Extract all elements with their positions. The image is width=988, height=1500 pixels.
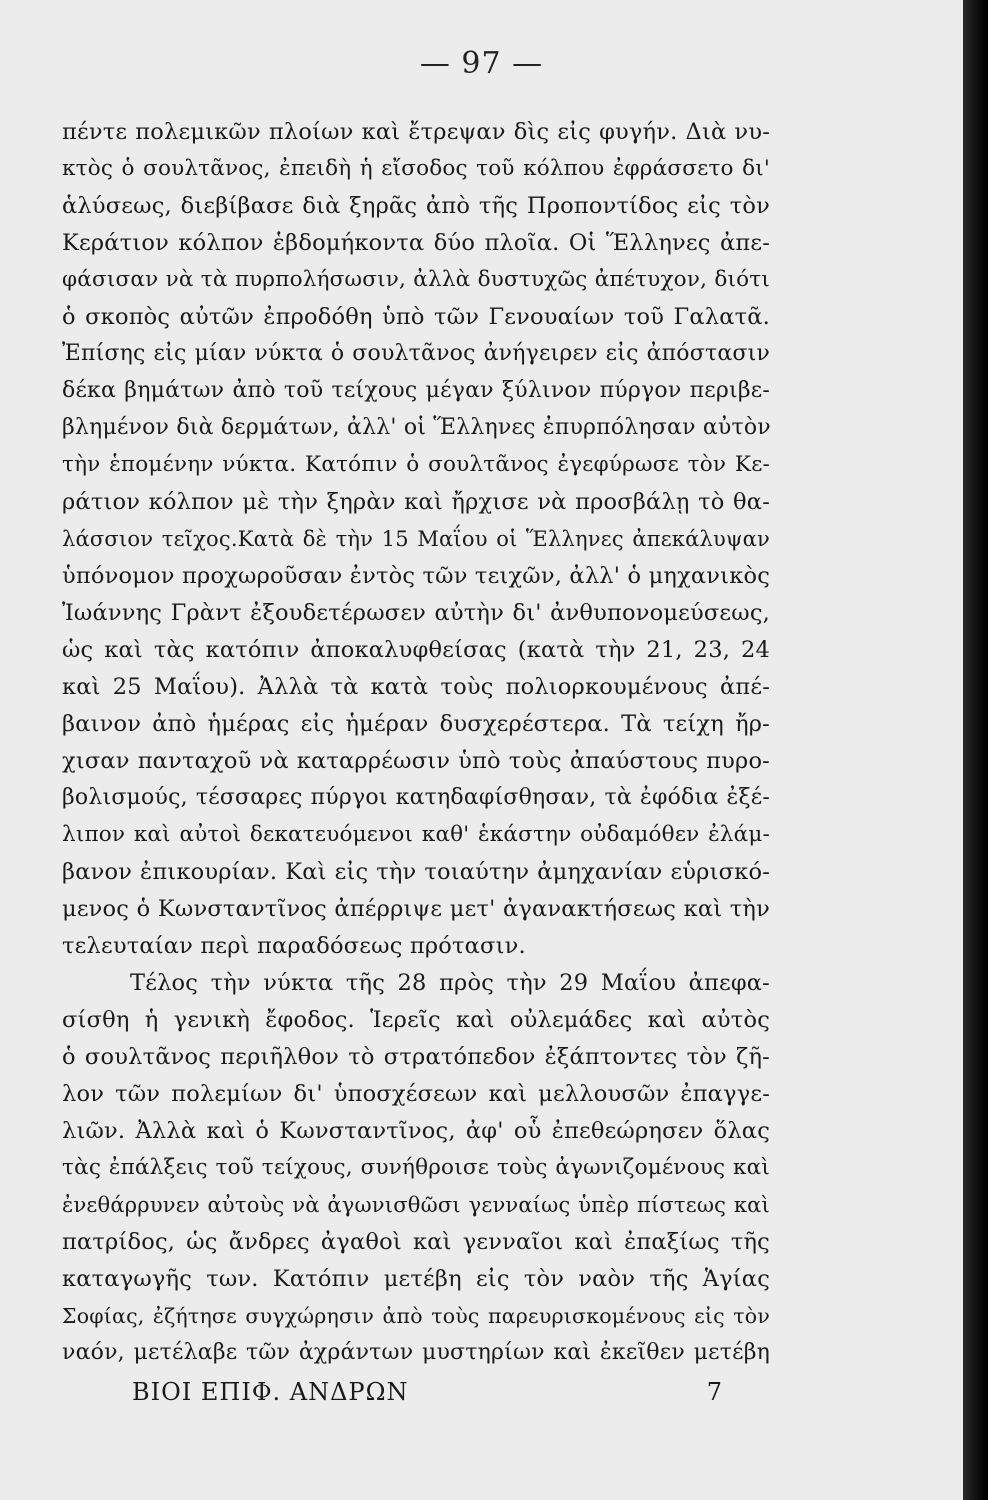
text-line: τὴν ἑπομένην νύκτα. Κατόπιν ὁ σουλτᾶνος ἐγεφύρωσε τὸν Κε-: [62, 452, 770, 477]
text-line: λον τῶν πολεμίων δι' ὑποσχέσεων καὶ μελλουσῶν ἐπαγγε-: [62, 1081, 770, 1107]
text-line: ὑπόνομον προχωροῦσαν ἐντὸς τῶν τειχῶν, ἀλλ' ὁ μηχανικὸς: [62, 563, 771, 589]
text-line: ναόν, μετέλαβε τῶν ἀχράντων μυστηρίων καὶ ἐκεῖθεν μετέβη: [62, 1340, 770, 1365]
text-line: καταγωγῆς των. Κατόπιν μετέβη εἰς τὸν ναὸν τῆς Ἁγίας: [62, 1266, 770, 1292]
text-line: Ἐπίσης εἰς μίαν νύκτα ὁ σουλτᾶνος ἀνήγειρεν εἰς ἀπόστασιν: [62, 341, 770, 366]
text-line: βολισμούς, τέσσαρες πύργοι κατηδαφίσθησαν, τὰ ἐφόδια ἐξέ-: [62, 785, 770, 810]
text-line: ὁ σκοπὸς αὐτῶν ἐπροδόθη ὑπὸ τῶν Γενουαίων τοῦ Γαλατᾶ.: [62, 304, 770, 330]
text-line: δέκα βημάτων ἀπὸ τοῦ τείχους μέγαν ξύλινον πύργον περιβε-: [62, 378, 770, 403]
text-line: χισαν πανταχοῦ νὰ καταρρέωσιν ὑπὸ τοὺς ἀπαύστους πυρο-: [62, 748, 770, 774]
text-line: Κεράτιον κόλπον ἑβδομήκοντα δύο πλοῖα. Οἱ Ἕλληνες ἀπε-: [62, 230, 770, 256]
text-line: Ἰωάννης Γρὰντ ἐξουδετέρωσεν αὐτὴν δι' ἀνθυπονομεύσεως,: [62, 600, 770, 626]
text-line: ἐνεθάρρυνεν αὐτοὺς νὰ ἀγωνισθῶσι γενναίως ὑπὲρ πίστεως καὶ: [62, 1193, 770, 1217]
signature-number: 7: [706, 1378, 722, 1406]
text-line: φάσισαν νὰ τὰ πυρπολήσωσιν, ἀλλὰ δυστυχῶς ἀπέτυχον, διότι: [62, 267, 770, 292]
text-line: πέντε πολεμικῶν πλοίων καὶ ἔτρεψαν δὶς εἰς φυγήν. Διὰ νυ-: [62, 119, 770, 145]
signature-mark: ΒΙΟΙ ΕΠΙΦ. ΑΝΔΡΩΝ: [132, 1378, 409, 1406]
text-line: πατρίδος, ὡς ἄνδρες ἀγαθοὶ καὶ γενναῖοι καὶ ἐπαξίως τῆς: [62, 1229, 770, 1255]
text-line: μενος ὁ Κωνσταντῖνος ἀπέρριψε μετ' ἀγανακτήσεως καὶ τὴν: [62, 896, 770, 922]
text-line: τὰς ἐπάλξεις τοῦ τείχους, συνήθροισε τοὺς ἀγωνιζομένους καὶ: [62, 1155, 770, 1180]
text-line: τελευταίαν περὶ παραδόσεως πρότασιν.: [62, 933, 526, 959]
text-line: βανον ἐπικουρίαν. Καὶ εἰς τὴν τοιαύτην ἀμηχανίαν εὑρισκό-: [62, 859, 770, 885]
text-line: βλημένον διὰ δερμάτων, ἀλλ' οἱ Ἕλληνες ἐπυρπόλησαν αὐτὸν: [62, 415, 771, 440]
text-line: ράτιον κόλπον μὲ τὴν ξηρὰν καὶ ἤρχισε νὰ προσβάλῃ τὸ θα-: [62, 489, 770, 515]
text-line: κτὸς ὁ σουλτᾶνος, ἐπειδὴ ἡ εἴσοδος τοῦ κόλπου ἐφράσσετο δι': [62, 156, 770, 181]
text-line: λιῶν. Ἀλλὰ καὶ ὁ Κωνσταντῖνος, ἀφ' οὗ ἐπεθεώρησεν ὅλας: [62, 1118, 770, 1144]
text-line: καὶ 25 Μαΐου). Ἀλλὰ τὰ κατὰ τοὺς πολιορκουμένους ἀπέ-: [62, 674, 770, 700]
text-line: ὡς καὶ τὰς κατόπιν ἀποκαλυφθείσας (κατὰ τὴν 21, 23, 24: [62, 637, 770, 663]
text-line: ὁ σουλτᾶνος περιῆλθον τὸ στρατόπεδον ἐξάπτοντες τὸν ζῆ-: [62, 1044, 770, 1070]
text-line: ἁλύσεως, διεβίβασε διὰ ξηρᾶς ἀπὸ τῆς Προποντίδος εἰς τὸν: [62, 193, 770, 219]
text-line: λάσσιον τεῖχος.Κατὰ δὲ τὴν 15 Μαΐου οἱ Ἕλληνες ἀπεκάλυψαν: [62, 527, 770, 551]
text-line: λιπον καὶ αὐτοὶ δεκατευόμενοι καθ' ἑκάστην οὐδαμόθεν ἐλάμ-: [62, 822, 770, 847]
text-line: Σοφίας, ἐζήτησε συγχώρησιν ἀπὸ τοὺς παρευρισκομένους εἰς τὸν: [62, 1304, 770, 1328]
text-line: Τέλος τὴν νύκτα τῆς 28 πρὸς τὴν 29 Μαΐου ἀπεφα-: [130, 970, 770, 996]
text-line: βαινον ἀπὸ ἡμέρας εἰς ἡμέραν δυσχερέστερα. Τὰ τείχη ἤρ-: [62, 711, 770, 737]
text-line: σίσθη ἡ γενικὴ ἔφοδος. Ἱερεῖς καὶ οὐλεμάδες καὶ αὐτὸς: [62, 1007, 770, 1033]
page-edge-shadow: [963, 0, 988, 1500]
page-number-header: — 97 —: [419, 46, 544, 81]
